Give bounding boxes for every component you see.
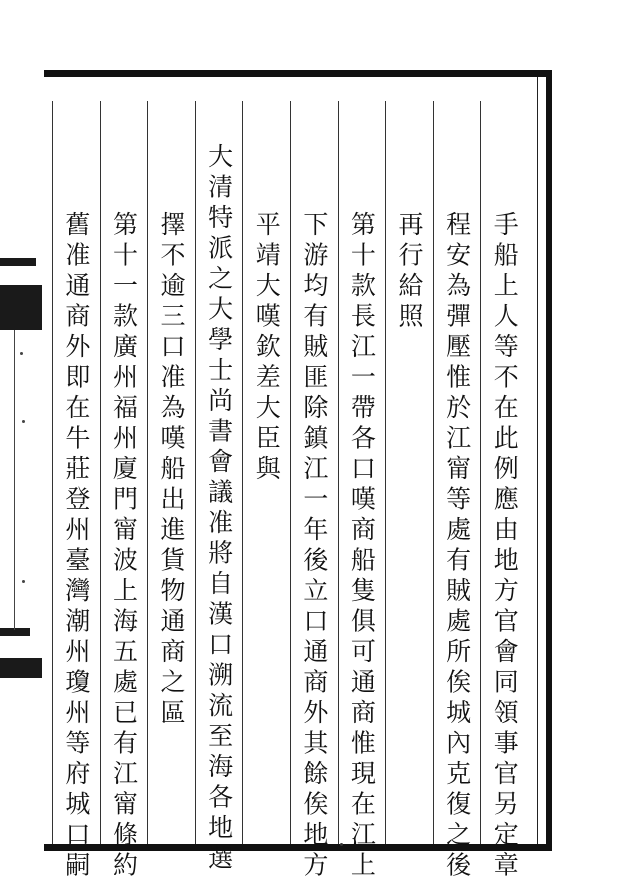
- text-column: [433, 101, 481, 882]
- text-column: [100, 101, 148, 882]
- edge-dot: [20, 352, 23, 355]
- column-text: 程安為彈壓惟於江甯等處有賊處所俟城內克復之後: [442, 211, 472, 882]
- text-column: [242, 101, 290, 844]
- binding-edge-fragment: [0, 628, 30, 636]
- binding-edge-fragment: [0, 285, 42, 330]
- column-text: 手船上人等不在此例應由地方官會同領事官另定章: [490, 211, 520, 882]
- text-column: [338, 101, 386, 882]
- column-text: 擇不逾三口准為嘆船出進貨物通商之區: [157, 211, 187, 730]
- inner-frame-rule: [537, 77, 538, 844]
- text-column: [385, 101, 433, 844]
- text-column: [195, 101, 243, 875]
- column-text: 大清特派之大學士尚書會議准將自漢口溯流至海各地選: [204, 143, 234, 875]
- folio-dot: [340, 843, 343, 846]
- text-column: [480, 101, 528, 882]
- text-column: [147, 101, 195, 844]
- column-text: 舊准通商外即在牛莊登州臺灣潮州瓊州等府城口嗣: [61, 211, 91, 882]
- edge-dot: [22, 580, 25, 583]
- column-text: 平靖大嘆欽差大臣與: [252, 211, 282, 486]
- column-text: 第十款長江一帶各口嘆商船隻俱可通商惟現在江上: [347, 211, 377, 882]
- edge-dot: [22, 420, 25, 423]
- binding-edge-fragment: [0, 658, 42, 678]
- binding-edge-fragment: [0, 258, 36, 266]
- column-text: 再行給照: [395, 211, 425, 333]
- page-frame: [44, 70, 552, 882]
- column-text: 下游均有賊匪除鎮江一年後立口通商外其餘俟地方: [299, 211, 329, 882]
- binding-edge-rule: [14, 330, 15, 630]
- text-column: [52, 101, 100, 882]
- text-column: [290, 101, 338, 882]
- text-columns: [49, 101, 528, 882]
- column-text: 第十一款廣州福州廈門甯波上海五處已有江甯條約: [109, 211, 139, 882]
